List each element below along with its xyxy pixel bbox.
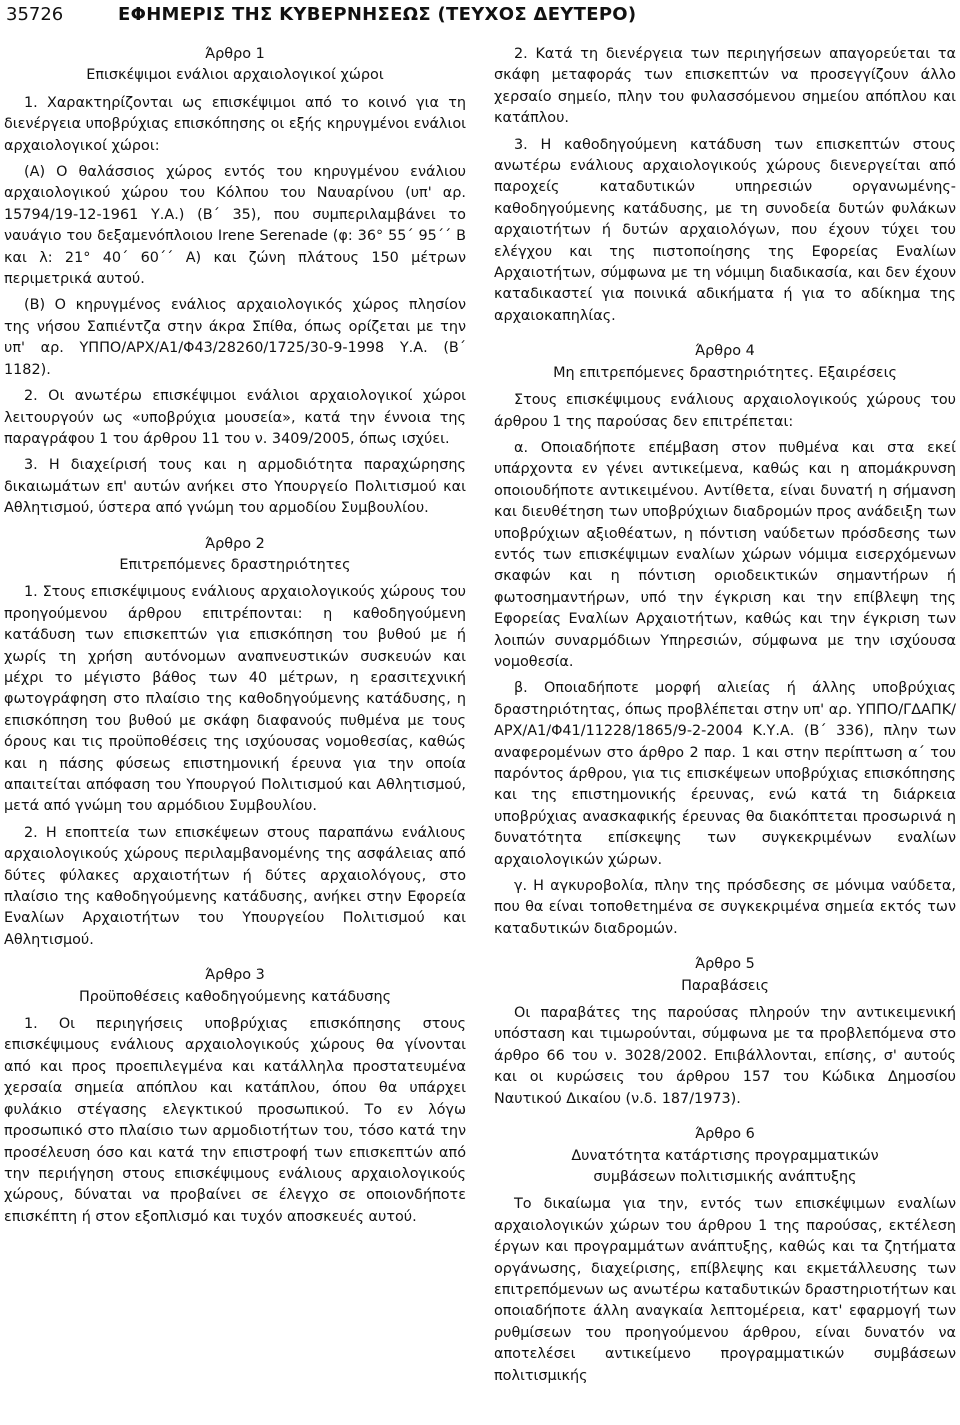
- article-4-item-b: β. Οποιαδήποτε μορφή αλιείας ή άλλης υποβρύχιας δραστηριότητας, όπως προβλέπεται στην υπ' αρ. ΥΠΠΟ/ΓΔΑΠΚ/ΑΡΧ/Α1/Φ41/11228/1865/9-2-2004 Κ.Υ.Α. (Β΄ 336), πλην των αναφερομένων στο άρθρο 2 παρ. 1 και στην περίπτωση α΄ του παρόντος άρθρου, για τις επισκέψεων υποβρύχιας επισκόπησης και της επιστημονικής έρευνας, ενώ κατά τη διάρκεια υποβρύχιας ανασκαφικής έρευνας θα διακόπτεται προσωρινά η δυνατότητα επίσκεψης των συγκεκριμένων εναλίων αρχαιολογικών χώρων.: [494, 680, 956, 868]
- article-3-title: Άρθρο 3: [205, 967, 265, 984]
- page-header: [6, 4, 954, 30]
- gazette-title: ΕΦΗΜΕΡΙΣ ΤΗΣ ΚΥΒΕΡΝΗΣΕΩΣ (ΤΕΥΧΟΣ ΔΕΥΤΕΡΟ): [118, 4, 637, 25]
- article-5-paragraph-1: Οι παραβάτες της παρούσας πληρούν την αντικειμενική υπόσταση και τιμωρούνται, σύμφωνα με τα προβλεπόμενα στο άρθρο 66 του ν. 3028/2002. Επιβάλλονται, επίσης, σ' αυτούς και οι κυρώσεις του άρθρου 157 του Κώδικα Δημοσίου Ναυτικού Δικαίου (ν.δ. 187/1973).: [494, 1005, 956, 1107]
- article-5-title: Άρθρο 5: [695, 956, 755, 973]
- left-column: [4, 44, 466, 1233]
- article-1-title: Άρθρο 1: [205, 46, 265, 62]
- article-1-item-b: (Β) Ο κηρυγμένος ενάλιος αρχαιολογικός χώρος πλησίον της νήσου Σαπιέντζα στην άκρα Σπίθα, όπως ορίζεται με την υπ' αρ. ΥΠΠΟ/ΑΡΧ/Α1/Φ43/28260/1725/30-9-1998 Υ.Α. (Β΄ 1182).: [4, 297, 466, 378]
- article-1-paragraph-1: 1. Χαρακτηρίζονται ως επισκέψιμοι από το κοινό για τη διενέργεια υποβρύχιας επισκόπησης οι εξής κηρυγμένοι ενάλιοι αρχαιολογικοί χώροι:: [4, 94, 466, 154]
- right-column: [494, 44, 956, 1392]
- article-3-paragraph-1: 1. Οι περιηγήσεις υποβρύχιας επισκόπησης στους επισκέψιμους ενάλιους αρχαιολογικούς χώρους θα γίνονται από και προς προεπιλεγμένα και κατάλληλα προστατευμένα χερσαία σημεία απόπλου και κατάπλου, όπου θα υπάρχει φυλάκιο στέγασης ελεγκτικού προσωπικού. Το εν λόγω προσωπικό στο πλαίσιο των αρμοδιοτήτων του, τόσο κατά την προσέλευση όσο και κατά την επιστροφή των επισκεπτών από την περιήγηση στους επισκέψιμους ενάλιους αρχαιολογικούς χώρους, δύναται να προβαίνει σε έλεγχο σε οποιονδήποτε επισκέπτη ή στον εξοπλισμό και τυχόν αποσκευές αυτού.: [4, 1016, 466, 1225]
- article-5-subtitle: Παραβάσεις: [681, 977, 769, 994]
- article-1-subtitle: Επισκέψιμοι ενάλιοι αρχαιολογικοί χώροι: [86, 67, 384, 84]
- article-1-paragraph-3: 3. Η διαχείρισή τους και η αρμοδιότητα παραχώρησης δικαιωμάτων επ' αυτών ανήκει στο Υπουργείο Πολιτισμού και Αθλητισμού, ύστερα από γνώμη του αρμοδίου Συμβουλίου.: [4, 457, 466, 517]
- article-4-intro: Στους επισκέψιμους ενάλιους αρχαιολογικούς χώρους του άρθρου 1 της παρούσας δεν επιτρέπεται:: [494, 392, 956, 430]
- article-3-subtitle: Προϋποθέσεις καθοδηγούμενης κατάδυσης: [78, 988, 392, 1005]
- article-1-paragraph-2: 2. Οι ανωτέρω επισκέψιμοι ενάλιοι αρχαιολογικοί χώροι λειτουργούν ως «υποβρύχια μουσεία», κατά την έννοια της παραγράφου 1 του άρθρου 11 του ν. 3409/2005, όπως ισχύει.: [4, 388, 466, 447]
- article-2-paragraph-1: 1. Στους επισκέψιμους ενάλιους αρχαιολογικούς χώρους του προηγούμενου άρθρου επιτρέπονται: η καθοδηγούμενη κατάδυση των επισκεπτών για επισκόπηση του βυθού με ή χωρίς τη χρήση αυτόνομων αναπνευστικών συσκευών και μέχρι το μέγιστο βάθος των 40 μέτρων, η ερασιτεχνική φωτογράφηση στο πλαίσιο της καθοδηγούμενης κατάδυσης, η επισκόπηση του βυθού με σκάφη διαφανούς πυθμένα με τους όρους και τις προϋποθέσεις της ισχύουσας νομοθεσίας, καθώς και η πάσης φύσεως επιστημονική έρευνα για την οποία απαιτείται απόφαση του Υπουργού Πολιτισμού και Αθλητισμού, μετά από γνώμη του αρμόδιου Συμβουλίου.: [4, 584, 466, 815]
- article-4-item-c: γ. Η αγκυροβολία, πλην της πρόσδεσης σε μόνιμα ναύδετα, που θα είναι τοποθετημένα σε συγκεκριμένα σημεία εκτός των καταδυτικών διαδρομών.: [494, 878, 956, 937]
- article-2-subtitle: Επιτρεπόμενες δραστηριότητες: [119, 556, 351, 573]
- article-6-title: Άρθρο 6: [695, 1126, 755, 1143]
- article-4-subtitle: Μη επιτρεπόμενες δραστηριότητες. Εξαιρέσεις: [553, 364, 897, 381]
- article-6-subtitle-line-2: συμβάσεων πολιτισμικής ανάπτυξης: [593, 1168, 857, 1185]
- article-3-paragraph-3: 3. Η καθοδηγούμενη κατάδυση των επισκεπτών στους ανωτέρω ενάλιους αρχαιολογικούς χώρους διενεργείται από παροχείς καταδυτικών υπηρεσιών οργανωμένης-καθοδηγούμενης κατάδυσης, με τη συνοδεία δυτών φυλάκων αρχαιοτήτων ή δυτών αρχαιολόγων, που έχουν τύχει του ελέγχου και της πιστοποίησης της Εφορείας Εναλίων Αρχαιοτήτων, σύμφωνα με τη νόμιμη διαδικασία, και δεν έχουν καταδικαστεί για ποινικά αδικήματα ή για το αδίκημα της αρχαιοκαπηλίας.: [494, 136, 956, 324]
- article-4-item-a: α. Οποιαδήποτε επέμβαση στον πυθμένα και στα εκεί υπάρχοντα εν γένει αντικείμενα, καθώς και η απομάκρυνση οποιουδήποτε αντικειμένου. Αντίθετα, είναι δυνατή η σήμανση και διευθέτηση των υποβρύχιων διαδρομών προς ανάδειξη των υποβρύχιων αξιοθέατων, η πόντιση ναύδετων πρόσδεσης των εντός των επισκέψιμων εναλίων χώρων νόμιμα εισερχόμενων σκαφών και η πόντιση οριοδεικτικών σημαντήρων ή φωτοσημαντήρων, υπό την έγκριση και την επίβλεψη της Εφορείας Εναλίων Αρχαιοτήτων, καθώς και την έγκριση των λοιπών συναρμόδιων Υπηρεσιών, σύμφωνα με την ισχύουσα νομοθεσία.: [494, 439, 956, 670]
- article-1-item-a: (Α) Ο θαλάσσιος χώρος εντός του κηρυγμένου ενάλιου αρχαιολογικού χώρου του Κόλπου του Ναυαρίνου (υπ' αρ. 15794/19-12-1961 Υ.Α.) (Β΄ 35), που συμπεριλαμβάνει το ναυάγιο του δεξαμενόπλοιου Irene Serenade (φ: 36° 55΄ 95΄΄ Β και λ: 21° 40΄ 60΄΄ Α) και ζώνη πλάτους 150 μέτρων περιμετρικά αυτού.: [4, 164, 466, 288]
- article-2-paragraph-2: 2. Η εποπτεία των επισκέψεων στους παραπάνω ενάλιους αρχαιολογικούς χώρους περιλαμβανομένης της ασφάλειας από δύτες φύλακες αρχαιοτήτων ή δύτες αρχαιολόγους, στο πλαίσιο της καθοδηγούμενης κατάδυσης, ανήκει στην Εφορεία Εναλίων Αρχαιοτήτων του Υπουργείου Πολιτισμού και Αθλητισμού.: [4, 824, 466, 948]
- article-6-subtitle-line-1: Δυνατότητα κατάρτισης προγραμματικών: [571, 1147, 879, 1164]
- article-3-paragraph-2: 2. Κατά τη διενέργεια των περιηγήσεων απαγορεύεται τα σκάφη μεταφοράς των επισκεπτών να προσεγγίζουν άλλο χερσαίο σημείο, πλην του φυλασσόμενου σημείου απόπλου και κατάπλου.: [494, 46, 956, 127]
- page-number: 35726: [6, 4, 64, 25]
- article-4-title: Άρθρο 4: [695, 343, 755, 360]
- article-6-paragraph-1: Το δικαίωμα για την, εντός των επισκέψιμων εναλίων αρχαιολογικών χώρων του άρθρου 1 της παρούσας, εκτέλεση έργων και προγραμμάτων ανάπτυξης, καθώς και τα ζητήματα οργάνωσης, διαχείρισης, επίβλεψης και εκμετάλλευσης των επιτρεπόμενων ως ανωτέρω καταδυτικών δραστηριοτήτων και οποιαδήποτε άλλη αναγκαία λεπτομέρεια, κατ' εφαρμογή των ρυθμίσεων του προηγούμενου άρθρου, είναι δυνατόν να αποτελέσει αντικείμενο προγραμματικών συμβάσεων πολιτισμικής: [494, 1196, 956, 1384]
- article-2-title: Άρθρο 2: [205, 535, 265, 552]
